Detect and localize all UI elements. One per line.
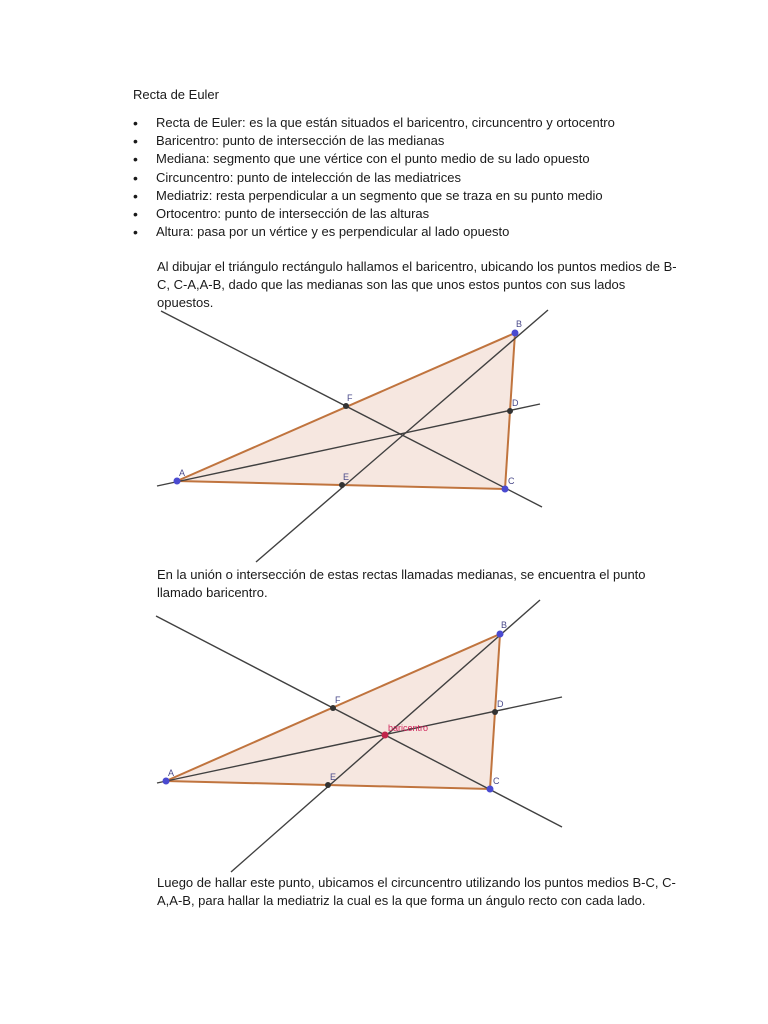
- label-e: E: [343, 472, 350, 482]
- triangle-diagram-1: [0, 300, 768, 570]
- list-item: • Baricentro: punto de intersección de las medianas: [133, 132, 615, 150]
- label-d: D: [497, 699, 504, 709]
- paragraph-baricentro: En la unión o intersección de estas rectas llamadas medianas, se encuentra el punto llamado baricentro.: [157, 567, 646, 600]
- label-e: E: [330, 772, 337, 782]
- midpoint-f: [343, 403, 349, 409]
- label-a: A: [168, 768, 175, 778]
- triangle: [177, 333, 515, 489]
- label-d: D: [512, 398, 519, 408]
- centroid-label: baricentro: [388, 723, 429, 733]
- list-item: • Ortocentro: punto de intersección de las alturas: [133, 205, 615, 223]
- label-a: A: [179, 468, 186, 478]
- midpoint-f: [330, 705, 336, 711]
- label-c: C: [508, 476, 515, 486]
- paragraph-circuncentro: Luego de hallar este punto, ubicamos el circuncentro utilizando los puntos medios B-C, C-A,A-B, para hallar la mediatriz la cual es la que forma un ángulo recto con cada lado.: [157, 875, 676, 908]
- paragraph-medianas: Al dibujar el triángulo rectángulo hallamos el baricentro, ubicando los puntos medios de B-C, C-A,A-B, dado que las medianas son las que unos estos puntos con sus lados opuestos.: [157, 259, 677, 310]
- midpoint-e: [325, 782, 331, 788]
- triangle: [166, 634, 500, 789]
- vertex-b: [497, 631, 504, 638]
- document-title: Recta de Euler: [133, 87, 219, 102]
- label-f: F: [335, 695, 341, 705]
- midpoint-d: [507, 408, 513, 414]
- label-b: B: [516, 319, 523, 329]
- definitions-list: [133, 114, 615, 241]
- list-item: • Mediana: segmento que une vértice con el punto medio de su lado opuesto: [133, 150, 615, 168]
- median-line-c: [156, 616, 562, 827]
- vertex-a: [163, 778, 170, 785]
- figure-triangle-medians: [0, 300, 768, 570]
- label-b: B: [501, 620, 508, 630]
- vertex-c: [502, 486, 509, 493]
- figure-triangle-centroid: [0, 600, 768, 875]
- midpoint-d: [492, 709, 498, 715]
- label-f: F: [347, 393, 353, 403]
- list-item: • Altura: pasa por un vértice y es perpendicular al lado opuesto: [133, 223, 615, 241]
- vertex-b: [512, 330, 519, 337]
- vertex-a: [174, 478, 181, 485]
- list-item: • Recta de Euler: es la que están situados el baricentro, circuncentro y ortocentro: [133, 114, 615, 132]
- vertex-c: [487, 786, 494, 793]
- label-c: C: [493, 776, 500, 786]
- triangle-diagram-2: [0, 600, 768, 875]
- list-item: • Mediatriz: resta perpendicular a un segmento que se traza en su punto medio: [133, 187, 615, 205]
- midpoint-e: [339, 482, 345, 488]
- list-item: • Circuncentro: punto de intelección de las mediatrices: [133, 169, 615, 187]
